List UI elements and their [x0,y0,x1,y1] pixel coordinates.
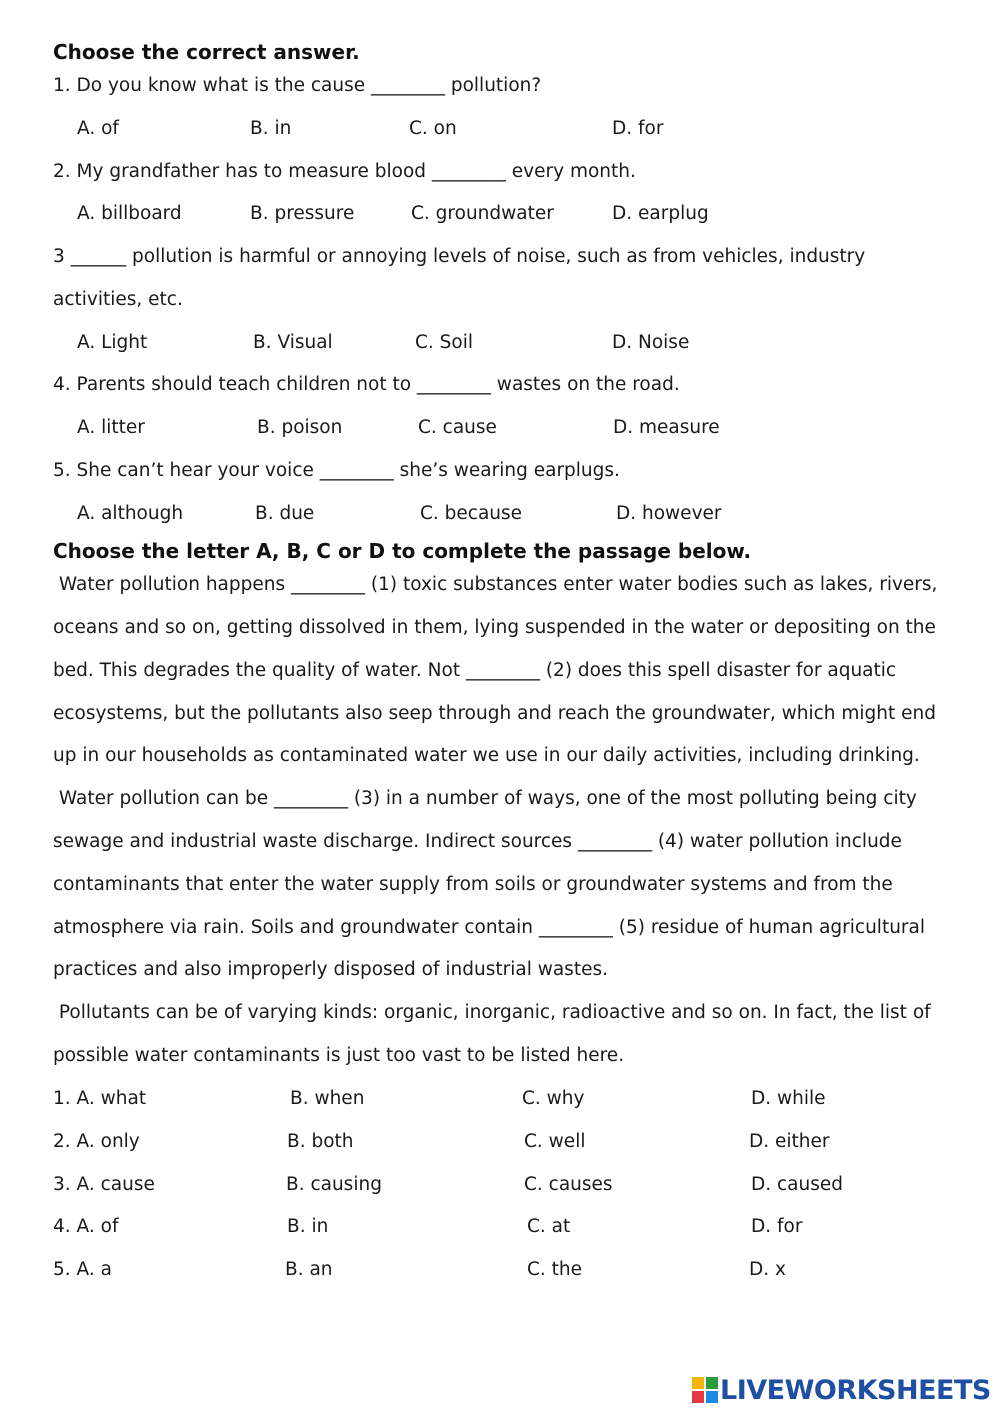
question-5-option-b[interactable]: B. due [255,503,315,524]
question-5-option-c[interactable]: C. because [420,503,523,524]
question-4-option-d[interactable]: D. measure [613,417,720,438]
section-2-heading: Choose the letter A, B, C or D to complete the passage below. [53,539,752,563]
question-2-stem: 2. My grandfather has to measure blood ________ every month. [53,161,636,182]
question-4-stem: 4. Parents should teach children not to ________ wastes on the road. [53,374,680,395]
blank-3-option-b[interactable]: B. causing [286,1174,382,1195]
blank-4-option-a[interactable]: 4. A. of [53,1216,119,1237]
passage-line: up in our households as contaminated water we use in our daily activities, including drinking. [53,745,920,766]
blank-4-option-d[interactable]: D. for [751,1216,803,1237]
question-2-option-d[interactable]: D. earplug [612,203,709,224]
passage-line: Pollutants can be of varying kinds: organic, inorganic, radioactive and so on. In fact, the list of [53,1002,931,1023]
question-2-option-b[interactable]: B. pressure [250,203,355,224]
question-5-option-d[interactable]: D. however [616,503,722,524]
blank-3-option-c[interactable]: C. causes [524,1174,613,1195]
question-4-option-a[interactable]: A. litter [77,417,145,438]
passage-line: possible water contaminants is just too vast to be listed here. [53,1045,625,1066]
blank-3-option-a[interactable]: 3. A. cause [53,1174,155,1195]
question-1-option-a[interactable]: A. of [77,118,119,139]
blank-2-option-d[interactable]: D. either [749,1131,830,1152]
blank-1-option-c[interactable]: C. why [522,1088,585,1109]
logo-mark-icon [692,1377,718,1403]
liveworksheets-logo [692,1372,991,1408]
question-3-option-b[interactable]: B. Visual [253,332,333,353]
question-1-option-b[interactable]: B. in [250,118,292,139]
question-5-stem: 5. She can’t hear your voice ________ she’s wearing earplugs. [53,460,620,481]
passage-line: bed. This degrades the quality of water. Not ________ (2) does this spell disaster for aquatic [53,660,897,681]
blank-4-option-c[interactable]: C. at [527,1216,571,1237]
blank-4-option-b[interactable]: B. in [287,1216,329,1237]
passage-line: ecosystems, but the pollutants also seep through and reach the groundwater, which might end [53,703,936,724]
blank-1-option-a[interactable]: 1. A. what [53,1088,147,1109]
blank-1-option-b[interactable]: B. when [290,1088,365,1109]
logo-square [706,1391,718,1403]
passage-line: sewage and industrial waste discharge. Indirect sources ________ (4) water pollution include [53,831,902,852]
question-4-option-b[interactable]: B. poison [257,417,343,438]
question-2-option-a[interactable]: A. billboard [77,203,182,224]
blank-2-option-b[interactable]: B. both [287,1131,354,1152]
question-3-option-c[interactable]: C. Soil [415,332,474,353]
passage-line: practices and also improperly disposed of industrial wastes. [53,959,608,980]
logo-square [706,1377,718,1389]
question-3-option-d[interactable]: D. Noise [612,332,690,353]
question-1-stem: 1. Do you know what is the cause ________ pollution? [53,75,542,96]
question-3-option-a[interactable]: A. Light [77,332,148,353]
blank-3-option-d[interactable]: D. caused [751,1174,844,1195]
blank-5-option-c[interactable]: C. the [527,1259,583,1280]
blank-2-option-a[interactable]: 2. A. only [53,1131,140,1152]
passage-line: atmosphere via rain. Soils and groundwater contain ________ (5) residue of human agricultural [53,917,926,938]
passage-line: Water pollution can be ________ (3) in a number of ways, one of the most polluting being city [53,788,917,809]
logo-text: LIVEWORKSHEETS [720,1374,991,1406]
question-4-option-c[interactable]: C. cause [418,417,497,438]
blank-5-option-d[interactable]: D. x [749,1259,786,1280]
question-5-option-a[interactable]: A. although [77,503,184,524]
question-2-option-c[interactable]: C. groundwater [411,203,554,224]
blank-5-option-a[interactable]: 5. A. a [53,1259,112,1280]
passage-line: oceans and so on, getting dissolved in them, lying suspended in the water or depositing on the [53,617,936,638]
section-1-heading: Choose the correct answer. [53,40,360,64]
question-3-stem-line-1: 3 ______ pollution is harmful or annoying levels of noise, such as from vehicles, industry [53,246,866,267]
question-3-stem-line-2: activities, etc. [53,289,183,310]
blank-5-option-b[interactable]: B. an [285,1259,333,1280]
question-1-option-d[interactable]: D. for [612,118,664,139]
logo-square [692,1377,704,1389]
blank-1-option-d[interactable]: D. while [751,1088,826,1109]
question-1-option-c[interactable]: C. on [409,118,457,139]
logo-square [692,1391,704,1403]
passage-line: contaminants that enter the water supply from soils or groundwater systems and from the [53,874,893,895]
blank-2-option-c[interactable]: C. well [524,1131,586,1152]
passage-line: Water pollution happens ________ (1) toxic substances enter water bodies such as lakes, rivers, [53,574,938,595]
